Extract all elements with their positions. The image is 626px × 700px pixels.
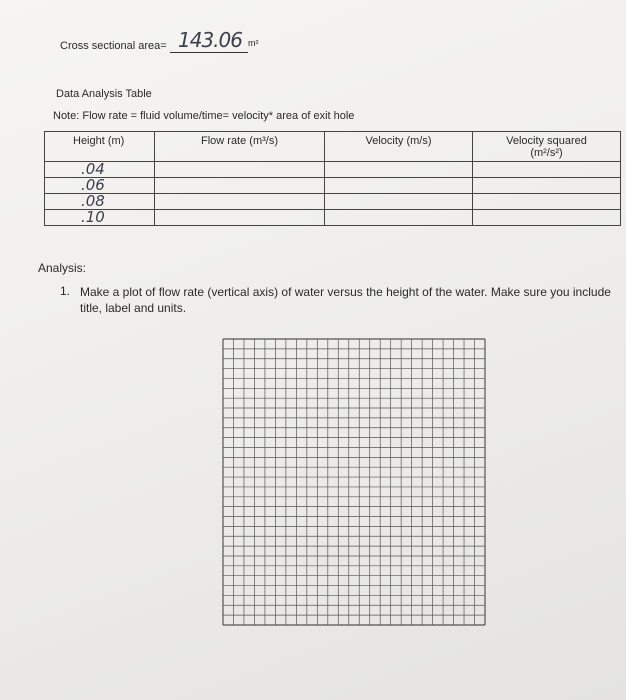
col-header-height: Height (m) [45,132,155,162]
table-title: Data Analysis Table [56,88,152,100]
velocity-cell[interactable] [325,194,473,210]
area-label: Cross sectional area= [60,40,167,52]
analysis-heading: Analysis: [38,261,87,275]
table-row [45,210,621,226]
col-header-flow-rate: Flow rate (m³/s) [155,132,325,162]
flow-rate-cell[interactable] [155,178,325,194]
height-cell[interactable]: .04 [45,162,155,178]
table-row [45,178,621,194]
question-number: 1. [60,284,71,298]
height-cell[interactable]: .06 [45,178,155,194]
area-unit: m² [248,38,259,48]
velocity-squared-cell[interactable] [473,210,621,226]
velocity-squared-cell[interactable] [473,178,621,194]
flow-rate-cell[interactable] [155,194,325,210]
col-header-velocity: Velocity (m/s) [325,132,473,162]
flow-rate-note: Note: Flow rate = fluid volume/time= velocity* area of exit hole [53,110,355,122]
graph-paper-grid[interactable] [222,338,486,626]
col-header-velocity-squared [473,132,621,162]
velocity-squared-cell[interactable] [473,162,621,178]
area-blank-line [170,52,248,53]
velocity-cell[interactable] [325,162,473,178]
table-row [45,162,621,178]
table-row [45,194,621,210]
height-cell[interactable]: .08 [45,194,155,210]
flow-rate-cell[interactable] [155,162,325,178]
data-analysis-table [44,131,621,226]
col-header-velocity-squared-text: Velocity squared (m²/s²) [506,135,587,159]
height-cell[interactable]: .10 [45,210,155,226]
question-text: Make a plot of flow rate (vertical axis) of water versus the height of the water. Make sure you include title, label and units. [80,285,611,315]
velocity-cell[interactable] [325,178,473,194]
table-header-row [45,132,621,162]
velocity-squared-cell[interactable] [473,194,621,210]
area-handwritten-value: 143.06 [178,28,242,52]
flow-rate-cell[interactable] [155,210,325,226]
velocity-cell[interactable] [325,210,473,226]
